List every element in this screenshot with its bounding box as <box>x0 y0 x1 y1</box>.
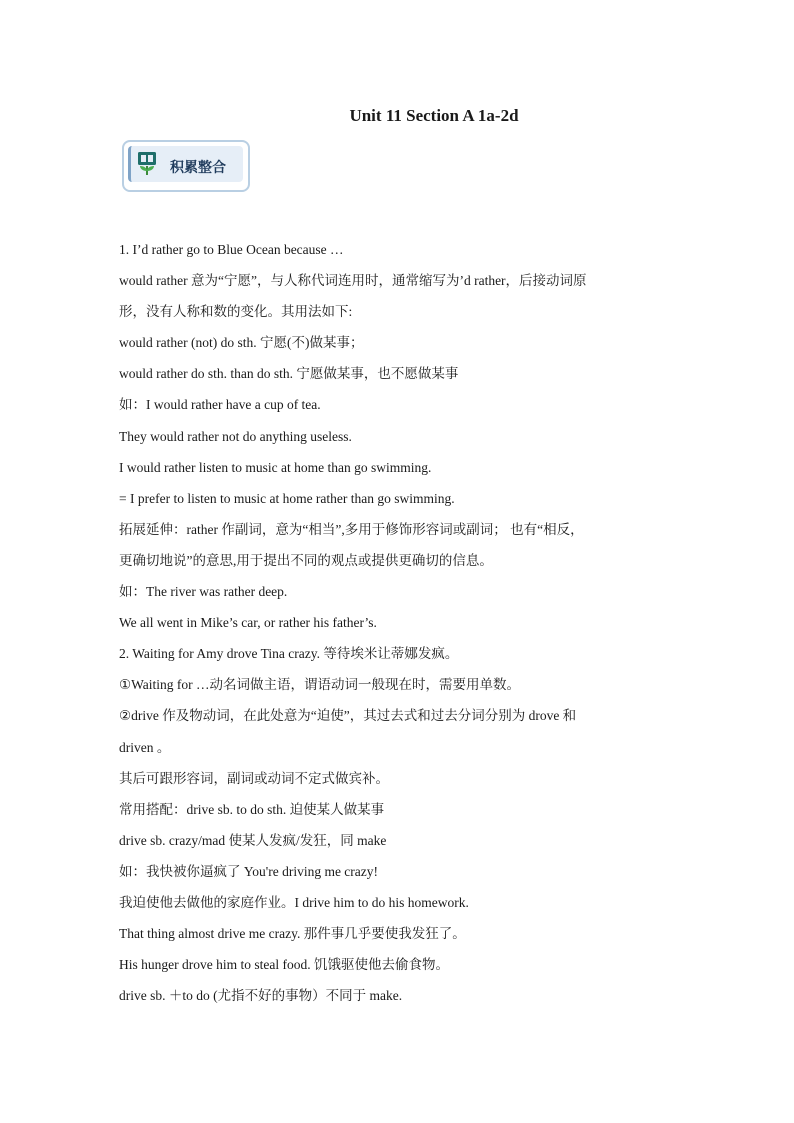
section-badge <box>122 140 250 192</box>
text-line: 1. I’d rather go to Blue Ocean because … <box>119 242 344 257</box>
text-line: would rather 意为“宁愿”，与人称代词连用时，通常缩写为’d rather，后接动词原 <box>119 273 587 289</box>
document-body <box>119 234 685 1011</box>
text-line: That thing almost drive me crazy. 那件事几乎要使我发狂了。 <box>119 926 466 942</box>
text-line: 更确切地说”的意思,用于提出不同的观点或提供更确切的信息。 <box>119 552 493 568</box>
text-line: 我迫使他去做他的家庭作业。I drive him to do his homework. <box>119 894 469 910</box>
book-plant-icon <box>134 149 160 177</box>
text-line: 常用搭配：drive sb. to do sth. 迫使某人做某事 <box>119 801 385 817</box>
text-line: driven 。 <box>119 739 171 755</box>
text-line: 如：I would rather have a cup of tea. <box>119 397 321 413</box>
text-line: 拓展延伸：rather 作副词，意为“相当”,多用于修饰形容词或副词； 也有“相反， <box>119 521 584 537</box>
text-line: drive sb. crazy/mad 使某人发疯/发狂，同 make <box>119 832 387 848</box>
text-line: 如：我快被你逼疯了 You're driving me crazy! <box>119 863 379 879</box>
text-line: We all went in Mike’s car, or rather his father’s. <box>119 615 377 631</box>
text-line: His hunger drove him to steal food. 饥饿驱使他去偷食物。 <box>119 957 449 973</box>
text-line: 形，没有人称和数的变化。其用法如下: <box>119 304 353 320</box>
text-line: 如：The river was rather deep. <box>119 584 288 600</box>
text-line: = I prefer to listen to music at home rather than go swimming. <box>119 490 455 506</box>
text-line: drive sb. ＋to do (尤指不好的事物）不同于 make. <box>119 988 403 1004</box>
text-line: would rather do sth. than do sth. 宁愿做某事，也不愿做某事 <box>119 366 459 382</box>
text-line: 2. Waiting for Amy drove Tina crazy. 等待埃米让蒂娜发疯。 <box>119 646 459 662</box>
text-line: would rather (not) do sth. 宁愿(不)做某事； <box>119 335 364 351</box>
text-line: ①Waiting for …动名词做主语，谓语动词一般现在时，需要用单数。 <box>119 677 520 693</box>
text-line: They would rather not do anything useless. <box>119 428 352 444</box>
badge-label: 积累整合 <box>170 160 226 176</box>
page-title: Unit 11 Section A 1a-2d <box>349 106 519 125</box>
text-line: 其后可跟形容词，副词或动词不定式做宾补。 <box>119 770 389 786</box>
text-line: ②drive 作及物动词，在此处意为“迫使”，其过去式和过去分词分别为 drove 和 <box>119 708 577 724</box>
text-line: I would rather listen to music at home than go swimming. <box>119 459 432 475</box>
